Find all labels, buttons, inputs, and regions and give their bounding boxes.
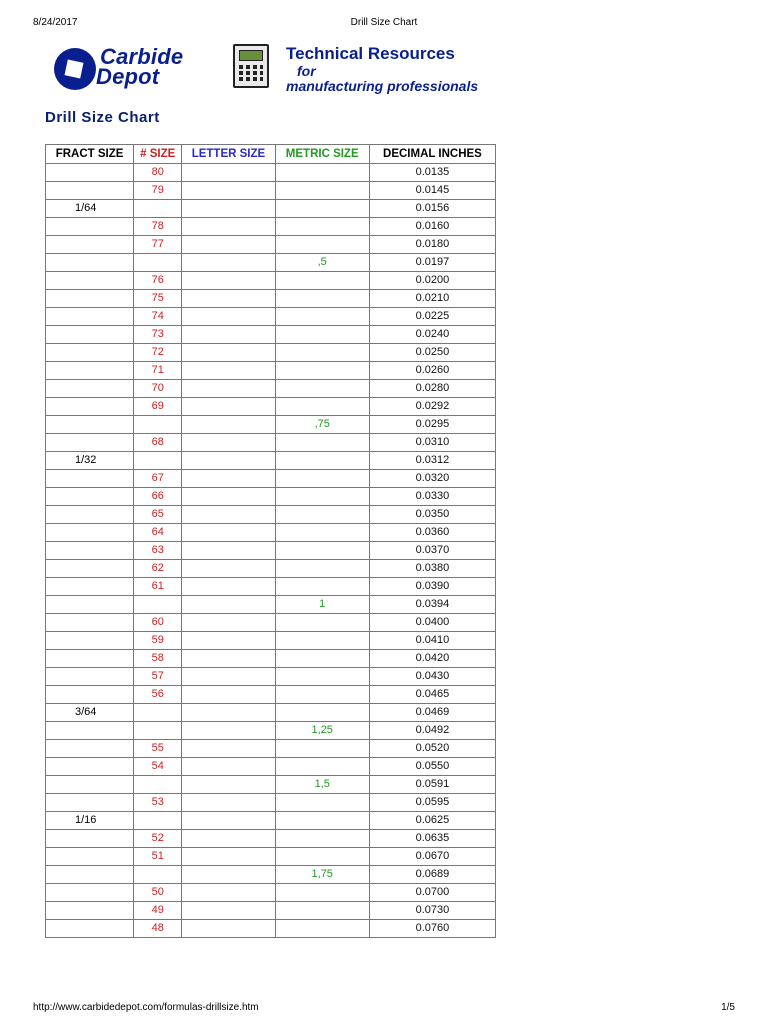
fract-size-cell — [46, 578, 134, 596]
fract-size-cell — [46, 740, 134, 758]
decimal-inches-cell: 0.0312 — [369, 452, 495, 470]
metric-size-cell: 1 — [275, 596, 369, 614]
number-size-cell: 61 — [134, 578, 182, 596]
decimal-inches-cell: 0.0550 — [369, 758, 495, 776]
fract-size-cell — [46, 308, 134, 326]
decimal-inches-cell: 0.0320 — [369, 470, 495, 488]
number-size-cell — [134, 812, 182, 830]
decimal-inches-cell: 0.0225 — [369, 308, 495, 326]
table-row — [46, 812, 496, 830]
decimal-inches-cell: 0.0135 — [369, 164, 495, 182]
table-row — [46, 362, 496, 380]
number-size-cell: 60 — [134, 614, 182, 632]
print-footer — [33, 1002, 735, 1016]
letter-size-cell — [182, 164, 275, 182]
table-row — [46, 308, 496, 326]
logo-word-carbide: Carbide — [100, 44, 184, 69]
letter-size-cell — [182, 704, 275, 722]
number-size-cell: 63 — [134, 542, 182, 560]
metric-size-cell — [275, 218, 369, 236]
fract-size-cell — [46, 902, 134, 920]
table-row — [46, 758, 496, 776]
fract-size-cell — [46, 884, 134, 902]
table-row — [46, 398, 496, 416]
number-size-cell: 72 — [134, 344, 182, 362]
letter-size-cell — [182, 650, 275, 668]
fract-size-cell — [46, 758, 134, 776]
metric-size-cell — [275, 686, 369, 704]
letter-size-cell — [182, 326, 275, 344]
header-metric-size: METRIC SIZE — [275, 145, 369, 164]
fract-size-cell — [46, 506, 134, 524]
letter-size-cell — [182, 830, 275, 848]
letter-size-cell — [182, 614, 275, 632]
letter-size-cell — [182, 272, 275, 290]
table-row — [46, 326, 496, 344]
table-row — [46, 236, 496, 254]
number-size-cell — [134, 776, 182, 794]
logo-word-depot: Depot — [96, 64, 160, 89]
number-size-cell: 80 — [134, 164, 182, 182]
decimal-inches-cell: 0.0400 — [369, 614, 495, 632]
metric-size-cell — [275, 470, 369, 488]
number-size-cell: 76 — [134, 272, 182, 290]
fract-size-cell — [46, 794, 134, 812]
metric-size-cell: 1,75 — [275, 866, 369, 884]
table-row — [46, 254, 496, 272]
table-row — [46, 272, 496, 290]
number-size-cell: 70 — [134, 380, 182, 398]
decimal-inches-cell: 0.0591 — [369, 776, 495, 794]
fract-size-cell — [46, 632, 134, 650]
letter-size-cell — [182, 686, 275, 704]
decimal-inches-cell: 0.0625 — [369, 812, 495, 830]
letter-size-cell — [182, 488, 275, 506]
metric-size-cell — [275, 794, 369, 812]
table-row — [46, 884, 496, 902]
fract-size-cell — [46, 398, 134, 416]
metric-size-cell — [275, 326, 369, 344]
metric-size-cell: ,75 — [275, 416, 369, 434]
fract-size-cell: 3/64 — [46, 704, 134, 722]
metric-size-cell — [275, 542, 369, 560]
letter-size-cell — [182, 740, 275, 758]
table-row — [46, 686, 496, 704]
metric-size-cell: 1,25 — [275, 722, 369, 740]
decimal-inches-cell: 0.0350 — [369, 506, 495, 524]
letter-size-cell — [182, 524, 275, 542]
header-letter-size: LETTER SIZE — [182, 145, 275, 164]
metric-size-cell — [275, 506, 369, 524]
decimal-inches-cell: 0.0280 — [369, 380, 495, 398]
letter-size-cell — [182, 506, 275, 524]
decimal-inches-cell: 0.0670 — [369, 848, 495, 866]
decimal-inches-cell: 0.0469 — [369, 704, 495, 722]
metric-size-cell — [275, 830, 369, 848]
metric-size-cell — [275, 452, 369, 470]
table-row — [46, 794, 496, 812]
letter-size-cell — [182, 722, 275, 740]
print-header — [33, 17, 735, 31]
print-date: 8/24/2017 — [33, 17, 78, 28]
fract-size-cell — [46, 416, 134, 434]
decimal-inches-cell: 0.0420 — [369, 650, 495, 668]
fract-size-cell — [46, 362, 134, 380]
letter-size-cell — [182, 398, 275, 416]
decimal-inches-cell: 0.0210 — [369, 290, 495, 308]
metric-size-cell — [275, 308, 369, 326]
number-size-cell: 54 — [134, 758, 182, 776]
fract-size-cell — [46, 182, 134, 200]
metric-size-cell — [275, 812, 369, 830]
fract-size-cell — [46, 596, 134, 614]
fract-size-cell — [46, 434, 134, 452]
table-row — [46, 542, 496, 560]
fract-size-cell — [46, 866, 134, 884]
source-url-link[interactable]: http://www.carbidedepot.com/formulas-drillsize.htm — [33, 1002, 259, 1013]
fract-size-cell — [46, 254, 134, 272]
table-row — [46, 704, 496, 722]
letter-size-cell — [182, 920, 275, 938]
page-number: 1/5 — [721, 1002, 735, 1013]
number-size-cell: 52 — [134, 830, 182, 848]
fract-size-cell — [46, 290, 134, 308]
number-size-cell: 48 — [134, 920, 182, 938]
table-row — [46, 776, 496, 794]
letter-size-cell — [182, 866, 275, 884]
metric-size-cell — [275, 182, 369, 200]
table-header-row — [46, 145, 496, 164]
number-size-cell: 78 — [134, 218, 182, 236]
decimal-inches-cell: 0.0465 — [369, 686, 495, 704]
letter-size-cell — [182, 848, 275, 866]
table-row — [46, 452, 496, 470]
metric-size-cell — [275, 614, 369, 632]
metric-size-cell — [275, 200, 369, 218]
carbide-depot-logo-mark-icon — [54, 48, 96, 90]
letter-size-cell — [182, 290, 275, 308]
letter-size-cell — [182, 380, 275, 398]
letter-size-cell — [182, 758, 275, 776]
page-title: Drill Size Chart — [45, 109, 160, 126]
table-row — [46, 848, 496, 866]
header-number-size: # SIZE — [134, 145, 182, 164]
decimal-inches-cell: 0.0180 — [369, 236, 495, 254]
table-row — [46, 668, 496, 686]
number-size-cell: 50 — [134, 884, 182, 902]
decimal-inches-cell: 0.0250 — [369, 344, 495, 362]
metric-size-cell — [275, 884, 369, 902]
letter-size-cell — [182, 812, 275, 830]
fract-size-cell — [46, 344, 134, 362]
fract-size-cell — [46, 920, 134, 938]
number-size-cell: 77 — [134, 236, 182, 254]
letter-size-cell — [182, 308, 275, 326]
letter-size-cell — [182, 776, 275, 794]
letter-size-cell — [182, 236, 275, 254]
letter-size-cell — [182, 470, 275, 488]
fract-size-cell — [46, 776, 134, 794]
table-row — [46, 920, 496, 938]
number-size-cell: 62 — [134, 560, 182, 578]
tech-resources-subtitle: manufacturing professionals — [286, 78, 479, 94]
fract-size-cell — [46, 470, 134, 488]
table-row — [46, 722, 496, 740]
number-size-cell: 64 — [134, 524, 182, 542]
letter-size-cell — [182, 902, 275, 920]
letter-size-cell — [182, 434, 275, 452]
table-row — [46, 488, 496, 506]
table-row — [46, 866, 496, 884]
decimal-inches-cell: 0.0160 — [369, 218, 495, 236]
number-size-cell: 75 — [134, 290, 182, 308]
table-row — [46, 650, 496, 668]
letter-size-cell — [182, 794, 275, 812]
fract-size-cell — [46, 164, 134, 182]
fract-size-cell — [46, 236, 134, 254]
table-row — [46, 416, 496, 434]
letter-size-cell — [182, 560, 275, 578]
table-row — [46, 902, 496, 920]
fract-size-cell — [46, 686, 134, 704]
decimal-inches-cell: 0.0145 — [369, 182, 495, 200]
letter-size-cell — [182, 452, 275, 470]
fract-size-cell — [46, 542, 134, 560]
number-size-cell — [134, 416, 182, 434]
table-row — [46, 506, 496, 524]
decimal-inches-cell: 0.0635 — [369, 830, 495, 848]
number-size-cell — [134, 866, 182, 884]
fract-size-cell — [46, 326, 134, 344]
fract-size-cell — [46, 380, 134, 398]
number-size-cell — [134, 452, 182, 470]
table-row — [46, 560, 496, 578]
letter-size-cell — [182, 182, 275, 200]
print-title: Drill Size Chart — [350, 17, 418, 28]
metric-size-cell — [275, 740, 369, 758]
number-size-cell: 57 — [134, 668, 182, 686]
number-size-cell: 59 — [134, 632, 182, 650]
tech-resources-title: Technical Resources — [286, 44, 455, 63]
decimal-inches-cell: 0.0330 — [369, 488, 495, 506]
number-size-cell: 55 — [134, 740, 182, 758]
fract-size-cell — [46, 614, 134, 632]
fract-size-cell — [46, 560, 134, 578]
number-size-cell: 66 — [134, 488, 182, 506]
metric-size-cell — [275, 668, 369, 686]
decimal-inches-cell: 0.0430 — [369, 668, 495, 686]
metric-size-cell — [275, 290, 369, 308]
decimal-inches-cell: 0.0492 — [369, 722, 495, 740]
decimal-inches-cell: 0.0360 — [369, 524, 495, 542]
metric-size-cell — [275, 848, 369, 866]
fract-size-cell — [46, 524, 134, 542]
letter-size-cell — [182, 362, 275, 380]
metric-size-cell — [275, 164, 369, 182]
table-row — [46, 740, 496, 758]
letter-size-cell — [182, 884, 275, 902]
header-fract-size: FRACT SIZE — [46, 145, 134, 164]
decimal-inches-cell: 0.0394 — [369, 596, 495, 614]
table-row — [46, 524, 496, 542]
number-size-cell: 58 — [134, 650, 182, 668]
table-row — [46, 578, 496, 596]
fract-size-cell — [46, 722, 134, 740]
fract-size-cell: 1/64 — [46, 200, 134, 218]
fract-size-cell — [46, 830, 134, 848]
decimal-inches-cell: 0.0390 — [369, 578, 495, 596]
number-size-cell — [134, 200, 182, 218]
fract-size-cell: 1/16 — [46, 812, 134, 830]
metric-size-cell — [275, 650, 369, 668]
metric-size-cell — [275, 758, 369, 776]
table-row — [46, 830, 496, 848]
metric-size-cell — [275, 344, 369, 362]
table-row — [46, 470, 496, 488]
metric-size-cell — [275, 362, 369, 380]
metric-size-cell: ,5 — [275, 254, 369, 272]
metric-size-cell — [275, 902, 369, 920]
number-size-cell: 51 — [134, 848, 182, 866]
number-size-cell: 67 — [134, 470, 182, 488]
decimal-inches-cell: 0.0292 — [369, 398, 495, 416]
number-size-cell — [134, 254, 182, 272]
number-size-cell: 74 — [134, 308, 182, 326]
fract-size-cell: 1/32 — [46, 452, 134, 470]
table-row — [46, 182, 496, 200]
decimal-inches-cell: 0.0730 — [369, 902, 495, 920]
decimal-inches-cell: 0.0760 — [369, 920, 495, 938]
letter-size-cell — [182, 254, 275, 272]
decimal-inches-cell: 0.0370 — [369, 542, 495, 560]
number-size-cell — [134, 596, 182, 614]
tech-resources-for: for — [297, 63, 316, 79]
number-size-cell: 69 — [134, 398, 182, 416]
decimal-inches-cell: 0.0520 — [369, 740, 495, 758]
metric-size-cell — [275, 398, 369, 416]
decimal-inches-cell: 0.0200 — [369, 272, 495, 290]
metric-size-cell — [275, 578, 369, 596]
carbide-depot-logo[interactable] — [52, 42, 212, 90]
decimal-inches-cell: 0.0260 — [369, 362, 495, 380]
technical-resources-banner[interactable] — [286, 44, 478, 95]
number-size-cell: 68 — [134, 434, 182, 452]
metric-size-cell — [275, 434, 369, 452]
table-row — [46, 380, 496, 398]
metric-size-cell — [275, 920, 369, 938]
table-row — [46, 218, 496, 236]
number-size-cell: 79 — [134, 182, 182, 200]
table-row — [46, 614, 496, 632]
decimal-inches-cell: 0.0156 — [369, 200, 495, 218]
table-row — [46, 164, 496, 182]
number-size-cell — [134, 704, 182, 722]
decimal-inches-cell: 0.0595 — [369, 794, 495, 812]
letter-size-cell — [182, 416, 275, 434]
decimal-inches-cell: 0.0380 — [369, 560, 495, 578]
table-row — [46, 596, 496, 614]
letter-size-cell — [182, 596, 275, 614]
fract-size-cell — [46, 848, 134, 866]
number-size-cell: 73 — [134, 326, 182, 344]
calculator-icon — [233, 44, 269, 88]
table-row — [46, 434, 496, 452]
decimal-inches-cell: 0.0689 — [369, 866, 495, 884]
table-row — [46, 344, 496, 362]
table-row — [46, 290, 496, 308]
number-size-cell: 65 — [134, 506, 182, 524]
letter-size-cell — [182, 218, 275, 236]
number-size-cell — [134, 722, 182, 740]
decimal-inches-cell: 0.0240 — [369, 326, 495, 344]
table-row — [46, 200, 496, 218]
number-size-cell: 71 — [134, 362, 182, 380]
metric-size-cell — [275, 560, 369, 578]
letter-size-cell — [182, 200, 275, 218]
decimal-inches-cell: 0.0310 — [369, 434, 495, 452]
decimal-inches-cell: 0.0197 — [369, 254, 495, 272]
decimal-inches-cell: 0.0410 — [369, 632, 495, 650]
metric-size-cell — [275, 632, 369, 650]
letter-size-cell — [182, 578, 275, 596]
letter-size-cell — [182, 668, 275, 686]
metric-size-cell — [275, 524, 369, 542]
metric-size-cell — [275, 380, 369, 398]
table-row — [46, 632, 496, 650]
fract-size-cell — [46, 488, 134, 506]
metric-size-cell — [275, 236, 369, 254]
letter-size-cell — [182, 542, 275, 560]
drill-size-table — [45, 144, 496, 938]
metric-size-cell — [275, 704, 369, 722]
letter-size-cell — [182, 344, 275, 362]
metric-size-cell — [275, 488, 369, 506]
number-size-cell: 53 — [134, 794, 182, 812]
fract-size-cell — [46, 650, 134, 668]
fract-size-cell — [46, 668, 134, 686]
decimal-inches-cell: 0.0295 — [369, 416, 495, 434]
letter-size-cell — [182, 632, 275, 650]
metric-size-cell: 1,5 — [275, 776, 369, 794]
fract-size-cell — [46, 218, 134, 236]
header-decimal-inches: DECIMAL INCHES — [369, 145, 495, 164]
number-size-cell: 56 — [134, 686, 182, 704]
number-size-cell: 49 — [134, 902, 182, 920]
decimal-inches-cell: 0.0700 — [369, 884, 495, 902]
metric-size-cell — [275, 272, 369, 290]
fract-size-cell — [46, 272, 134, 290]
